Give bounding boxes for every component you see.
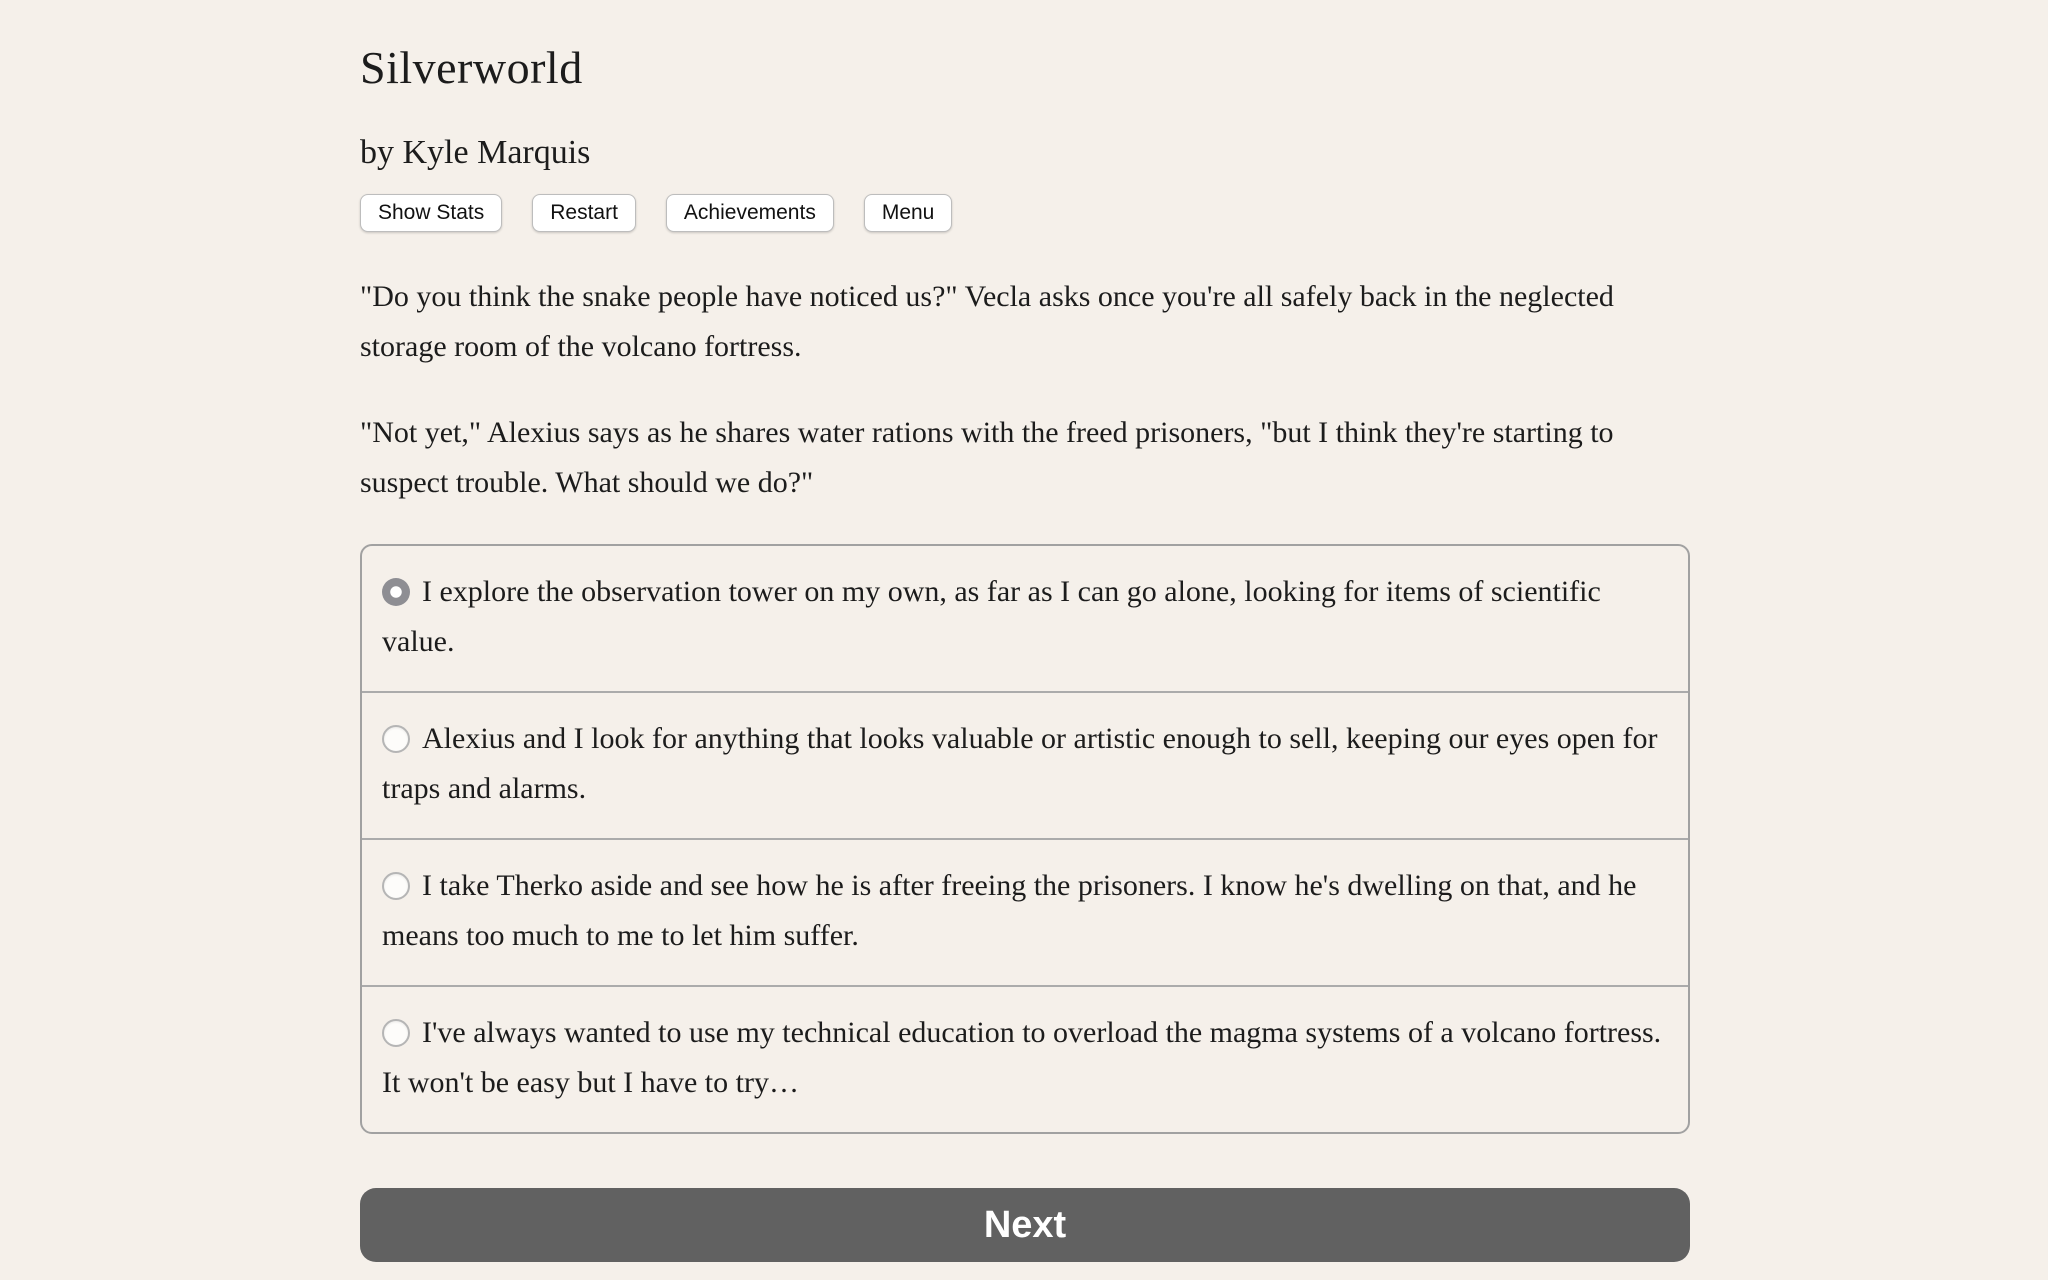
choice-list (360, 544, 1690, 1134)
restart-button[interactable]: Restart (532, 194, 636, 232)
choice-option-label: I take Therko aside and see how he is after freeing the prisoners. I know he's dwelling on that, and he means too much to me to let him suffer. (382, 869, 1637, 952)
story-paragraph: "Do you think the snake people have noticed us?" Vecla asks once you're all safely back in the neglected storage room of the volcano fortress. (360, 280, 1614, 363)
choice-option-4[interactable] (362, 985, 1688, 1132)
next-button[interactable]: Next (360, 1188, 1690, 1262)
achievements-button[interactable]: Achievements (666, 194, 834, 232)
author-byline: by Kyle Marquis (360, 134, 591, 171)
choice-option-3[interactable] (362, 838, 1688, 985)
choice-option-label: Alexius and I look for anything that looks valuable or artistic enough to sell, keeping our eyes open for traps and alarms. (382, 722, 1658, 805)
choice-option-label: I've always wanted to use my technical education to overload the magma systems of a volcano fortress. It won't be easy but I have to try… (382, 1016, 1662, 1099)
story-text (360, 272, 1690, 508)
choice-option-2[interactable] (362, 691, 1688, 838)
toolbar (360, 194, 1690, 232)
menu-button[interactable]: Menu (864, 194, 953, 232)
radio-button[interactable] (382, 872, 410, 900)
radio-button[interactable] (382, 1019, 410, 1047)
choice-option-label: I explore the observation tower on my own, as far as I can go alone, looking for items of scientific value. (382, 575, 1601, 658)
story-paragraph: "Not yet," Alexius says as he shares water rations with the freed prisoners, "but I think they're starting to suspect trouble. What should we do?" (360, 416, 1614, 499)
radio-button[interactable] (382, 578, 410, 606)
radio-button[interactable] (382, 725, 410, 753)
game-title: Silverworld (360, 42, 583, 93)
show-stats-button[interactable]: Show Stats (360, 194, 502, 232)
choice-option-1[interactable] (362, 546, 1688, 691)
page-content (360, 0, 1690, 1262)
